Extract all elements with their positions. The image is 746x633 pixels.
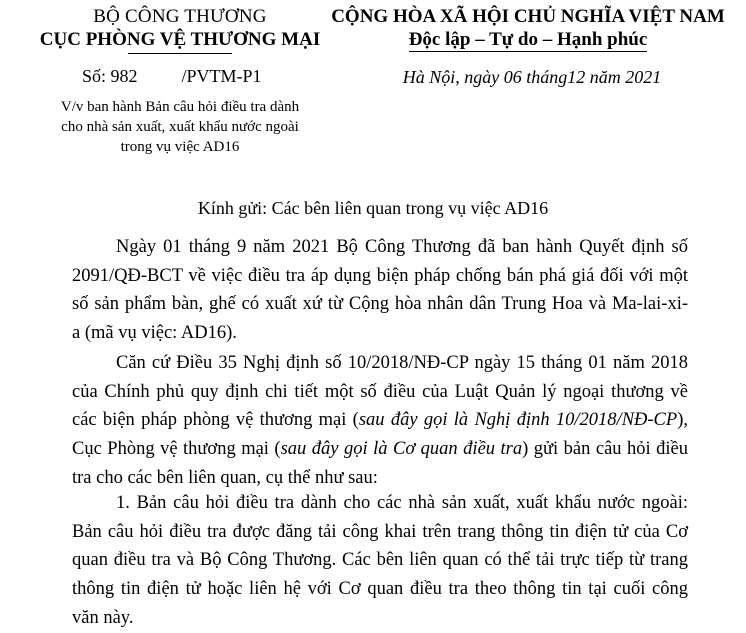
italic-definition: sau đây gọi là Cơ quan điều tra: [280, 439, 523, 460]
text-run: các biện pháp phòng vệ thương mại (: [72, 410, 359, 431]
paragraph-legal-basis: [72, 349, 688, 493]
paragraph-line: Ngày 01 tháng 9 năm 2021 Bộ Công Thương đã ban hành Quyết định số: [116, 237, 688, 257]
paragraph-line: số sản phẩm bàn, ghế có xuất xứ từ Cộng hòa nhân dân Trung Hoa và Ma-lai-xi-: [72, 294, 688, 315]
place-and-date: Hà Nội, ngày 06 tháng12 năm 2021: [402, 67, 662, 87]
subject-line: cho nhà sản xuất, xuất khẩu nước ngoài: [61, 119, 299, 135]
paragraph-line: Bản câu hỏi điều tra được đăng tải công khai trên trang thông tin điện tử của Cơ: [72, 521, 688, 542]
agency-underline: [128, 53, 232, 54]
paragraph-line: 1. Bản câu hỏi điều tra dành cho các nhà sản xuất, xuất khẩu nước ngoài:: [116, 493, 688, 513]
document-number-label: Số: 982: [82, 66, 138, 86]
text-run: ),: [677, 410, 688, 431]
paragraph-line: quan điều tra và Bộ Công Thương. Các bên liên quan có thể tải trực tiếp từ trang: [72, 550, 688, 571]
document-number-suffix: /PVTM-P1: [181, 66, 262, 86]
paragraph-questionnaire: [72, 489, 688, 633]
paragraph-line: [72, 406, 688, 435]
text-run: ) gửi bản câu hỏi điều: [522, 439, 689, 460]
paragraph-line: 2091/QĐ-BCT về việc điều tra áp dụng biện pháp chống bán phá giá đối với một: [72, 265, 688, 286]
document-subject: [20, 97, 340, 157]
ministry-name: BỘ CÔNG THƯƠNG: [93, 6, 267, 27]
paragraph-decision: [72, 233, 688, 348]
document-number: [82, 66, 262, 87]
recipient-line: Kính gửi: Các bên liên quan trong vụ việc AD16: [197, 198, 549, 218]
subject-line: trong vụ việc AD16: [120, 139, 240, 155]
paragraph-line: thông tin điện tử hoặc liên hệ với Cơ quan điều tra theo thông tin tại cuối công: [72, 579, 688, 600]
motto-text: Độc lập – Tự do – Hạnh phúc: [408, 29, 648, 50]
country-name: CỘNG HÒA XÃ HỘI CHỦ NGHĨA VIỆT NAM: [331, 6, 725, 27]
national-motto: [330, 29, 726, 51]
paragraph-line: [72, 435, 688, 464]
italic-definition: sau đây gọi là Nghị định 10/2018/NĐ-CP: [358, 410, 678, 431]
subject-line: V/v ban hành Bản câu hỏi điều tra dành: [60, 99, 300, 115]
agency-name: CỤC PHÒNG VỆ THƯƠNG MẠI: [39, 29, 321, 50]
paragraph-line: a (mã vụ việc: AD16).: [72, 323, 237, 344]
paragraph-line: tra cho các bên liên quan, cụ thể như sau:: [72, 467, 378, 488]
paragraph-line: Căn cứ Điều 35 Nghị định số 10/2018/NĐ-CP ngày 15 tháng 01 năm 2018: [116, 353, 688, 373]
text-run: Cục Phòng vệ thương mại (: [72, 439, 281, 460]
paragraph-line: văn này.: [72, 607, 134, 628]
paragraph-line: của Chính phủ quy định chi tiết một số điều của Luật Quản lý ngoại thương về: [72, 381, 688, 402]
